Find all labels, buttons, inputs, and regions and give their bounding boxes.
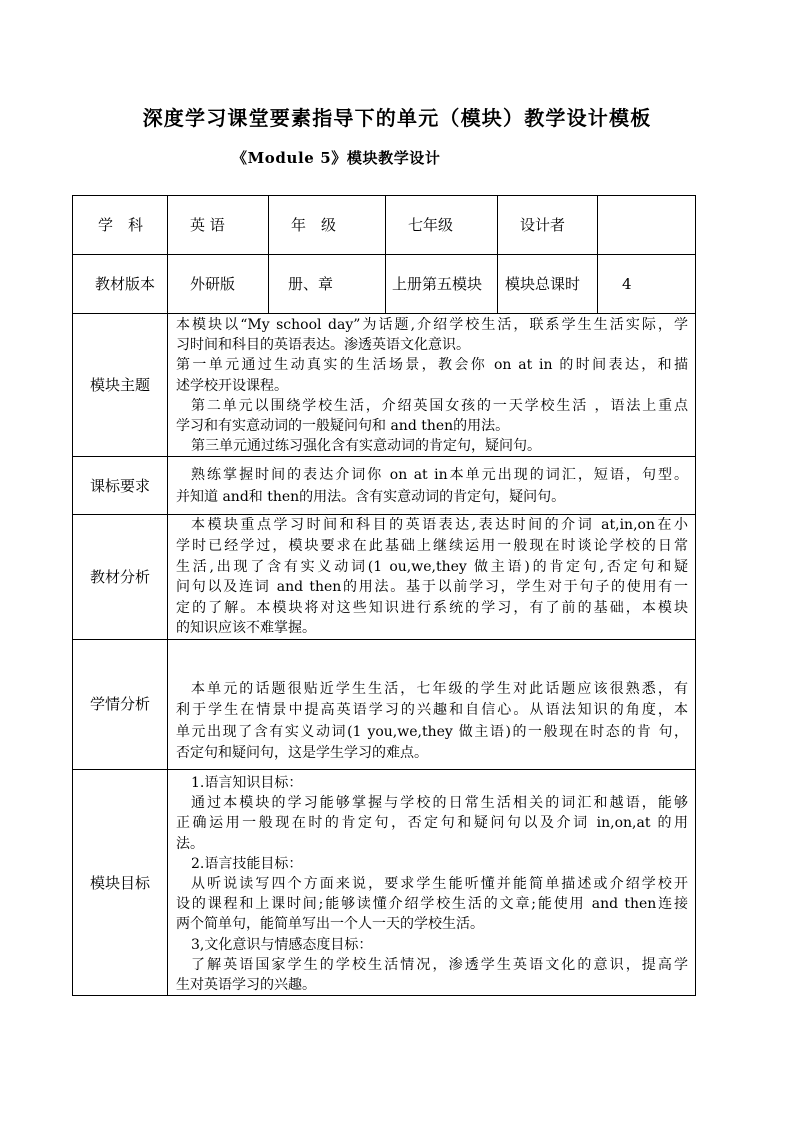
goal-heading: 3,文化意识与情感态度目标： bbox=[191, 936, 373, 953]
section-row-material-analysis bbox=[73, 515, 696, 640]
section-row-module-goals bbox=[73, 769, 696, 995]
text-line: 第三单元通过练习强化含有实意动词的肯定句，疑问句。 bbox=[191, 438, 541, 455]
text-line: 了解英语国家学生的学校生活情况，渗透学生英语文化的意识，提高学 bbox=[191, 956, 688, 973]
edition-value: 外研版 bbox=[168, 255, 269, 314]
grade-label: 年 级 bbox=[269, 196, 386, 255]
header-row-edition bbox=[73, 255, 696, 314]
section-label: 模块目标 bbox=[73, 769, 168, 995]
text-line: 学时已经学过，模块要求在此基础上继续运用一般现在时谈论学校的日常 bbox=[176, 538, 688, 555]
volume-value: 上册第五模块 bbox=[386, 255, 498, 314]
text-line: 熟练掌握时间的表达介词你 on at in本单元出现的词汇，短语，句型。 bbox=[191, 466, 688, 483]
designer-label: 设计者 bbox=[498, 196, 598, 255]
header-row-subject bbox=[73, 196, 696, 255]
text-line: 问句以及连词 and then的用法。基于以前学习，学生对于句子的使用有一 bbox=[176, 579, 688, 596]
text-line: 法。 bbox=[176, 835, 204, 852]
designer-value bbox=[598, 196, 696, 255]
text-line: 通过本模块的学习能够掌握与学校的日常生活相关的词汇和越语，能够 bbox=[191, 795, 688, 812]
text-line: 述学校开设课程。 bbox=[176, 377, 288, 394]
lesson-plan-table bbox=[72, 195, 696, 996]
volume-label: 册、章 bbox=[269, 255, 386, 314]
text-line: 单元出现了含有实义动词(1 you,we,they 做主语)的一般现在时态的肯 句， bbox=[176, 723, 688, 740]
text-line: 本模块以“My school day”为话题,介绍学校生活，联系学生生活实际，学 bbox=[176, 317, 688, 333]
text-line: 定的了解。本模块将对这些知识进行系统的学习，有了前的基础，本模块 bbox=[176, 599, 688, 616]
text-line: 本单元的话题很贴近学生生活，七年级的学生对此话题应该很熟悉，有 bbox=[191, 680, 688, 697]
section-label: 教材分析 bbox=[73, 515, 168, 640]
subject-label: 学 科 bbox=[73, 196, 168, 255]
grade-value: 七年级 bbox=[386, 196, 498, 255]
document-subtitle: 《Module 5》模块教学设计 bbox=[232, 149, 441, 167]
section-content bbox=[168, 639, 696, 769]
edition-label: 教材版本 bbox=[73, 255, 168, 314]
section-content bbox=[168, 769, 696, 995]
section-row-standards bbox=[73, 457, 696, 515]
goal-heading: 1.语言知识目标： bbox=[191, 774, 303, 791]
text-line: 否定句和疑问句，这是学生学习的难点。 bbox=[176, 744, 428, 761]
text-line: 第二单元以围绕学校生活，介绍英国女孩的一天学校生活 ，语法上重点 bbox=[191, 397, 688, 414]
section-row-theme bbox=[73, 314, 696, 457]
section-content bbox=[168, 314, 696, 457]
text-line: 两个简单句，能简单写出一个人一天的学校生活。 bbox=[176, 916, 484, 933]
section-label: 课标要求 bbox=[73, 457, 168, 515]
text-line: 从听说读写四个方面来说，要求学生能听懂并能简单描述或介绍学校开 bbox=[191, 876, 688, 892]
section-content bbox=[168, 457, 696, 515]
text-line: 习时间和科目的英语表达。渗透英语文化意识。 bbox=[176, 337, 470, 354]
text-line: 第一单元通过生动真实的生活场景，教会你 on at in 的时间表达，和描 bbox=[176, 357, 688, 374]
total-hours-value: 4 bbox=[598, 255, 696, 314]
subject-value: 英 语 bbox=[168, 196, 269, 255]
text-line: 设的课程和上课时间;能够读懂介绍学校生活的文章;能使用 and then连接 bbox=[176, 896, 688, 913]
text-line: 生对英语学习的兴趣。 bbox=[176, 977, 316, 994]
section-label: 学情分析 bbox=[73, 639, 168, 769]
text-line: 学习和有实意动词的一般疑问句和 and then的用法。 bbox=[176, 418, 510, 435]
text-line: 生活,出现了含有实义动词(1 ou,we,they 做主语)的肯定句,否定句和疑 bbox=[176, 558, 688, 575]
section-row-learner-analysis bbox=[73, 639, 696, 769]
section-content bbox=[168, 515, 696, 640]
section-label: 模块主题 bbox=[73, 314, 168, 457]
document-title: 深度学习课堂要素指导下的单元（模块）教学设计模板 bbox=[142, 106, 652, 130]
text-line: 并知道 and和 then的用法。含有实意动词的肯定句，疑问句。 bbox=[176, 488, 566, 505]
goal-heading: 2.语言技能目标： bbox=[191, 855, 303, 872]
text-line: 利于学生在情景中提高英语学习的兴趣和自信心。从语法知识的角度，本 bbox=[176, 702, 688, 719]
total-hours-label: 模块总课时 bbox=[498, 255, 598, 314]
text-line: 本模块重点学习时间和科目的英语表达,表达时间的介词 at,in,on在小 bbox=[191, 517, 688, 534]
text-line: 正确运用一般现在时的肯定句，否定句和疑问句以及介词 in,on,at 的用 bbox=[176, 815, 688, 832]
text-line: 的知识应该不难掌握。 bbox=[176, 620, 316, 637]
